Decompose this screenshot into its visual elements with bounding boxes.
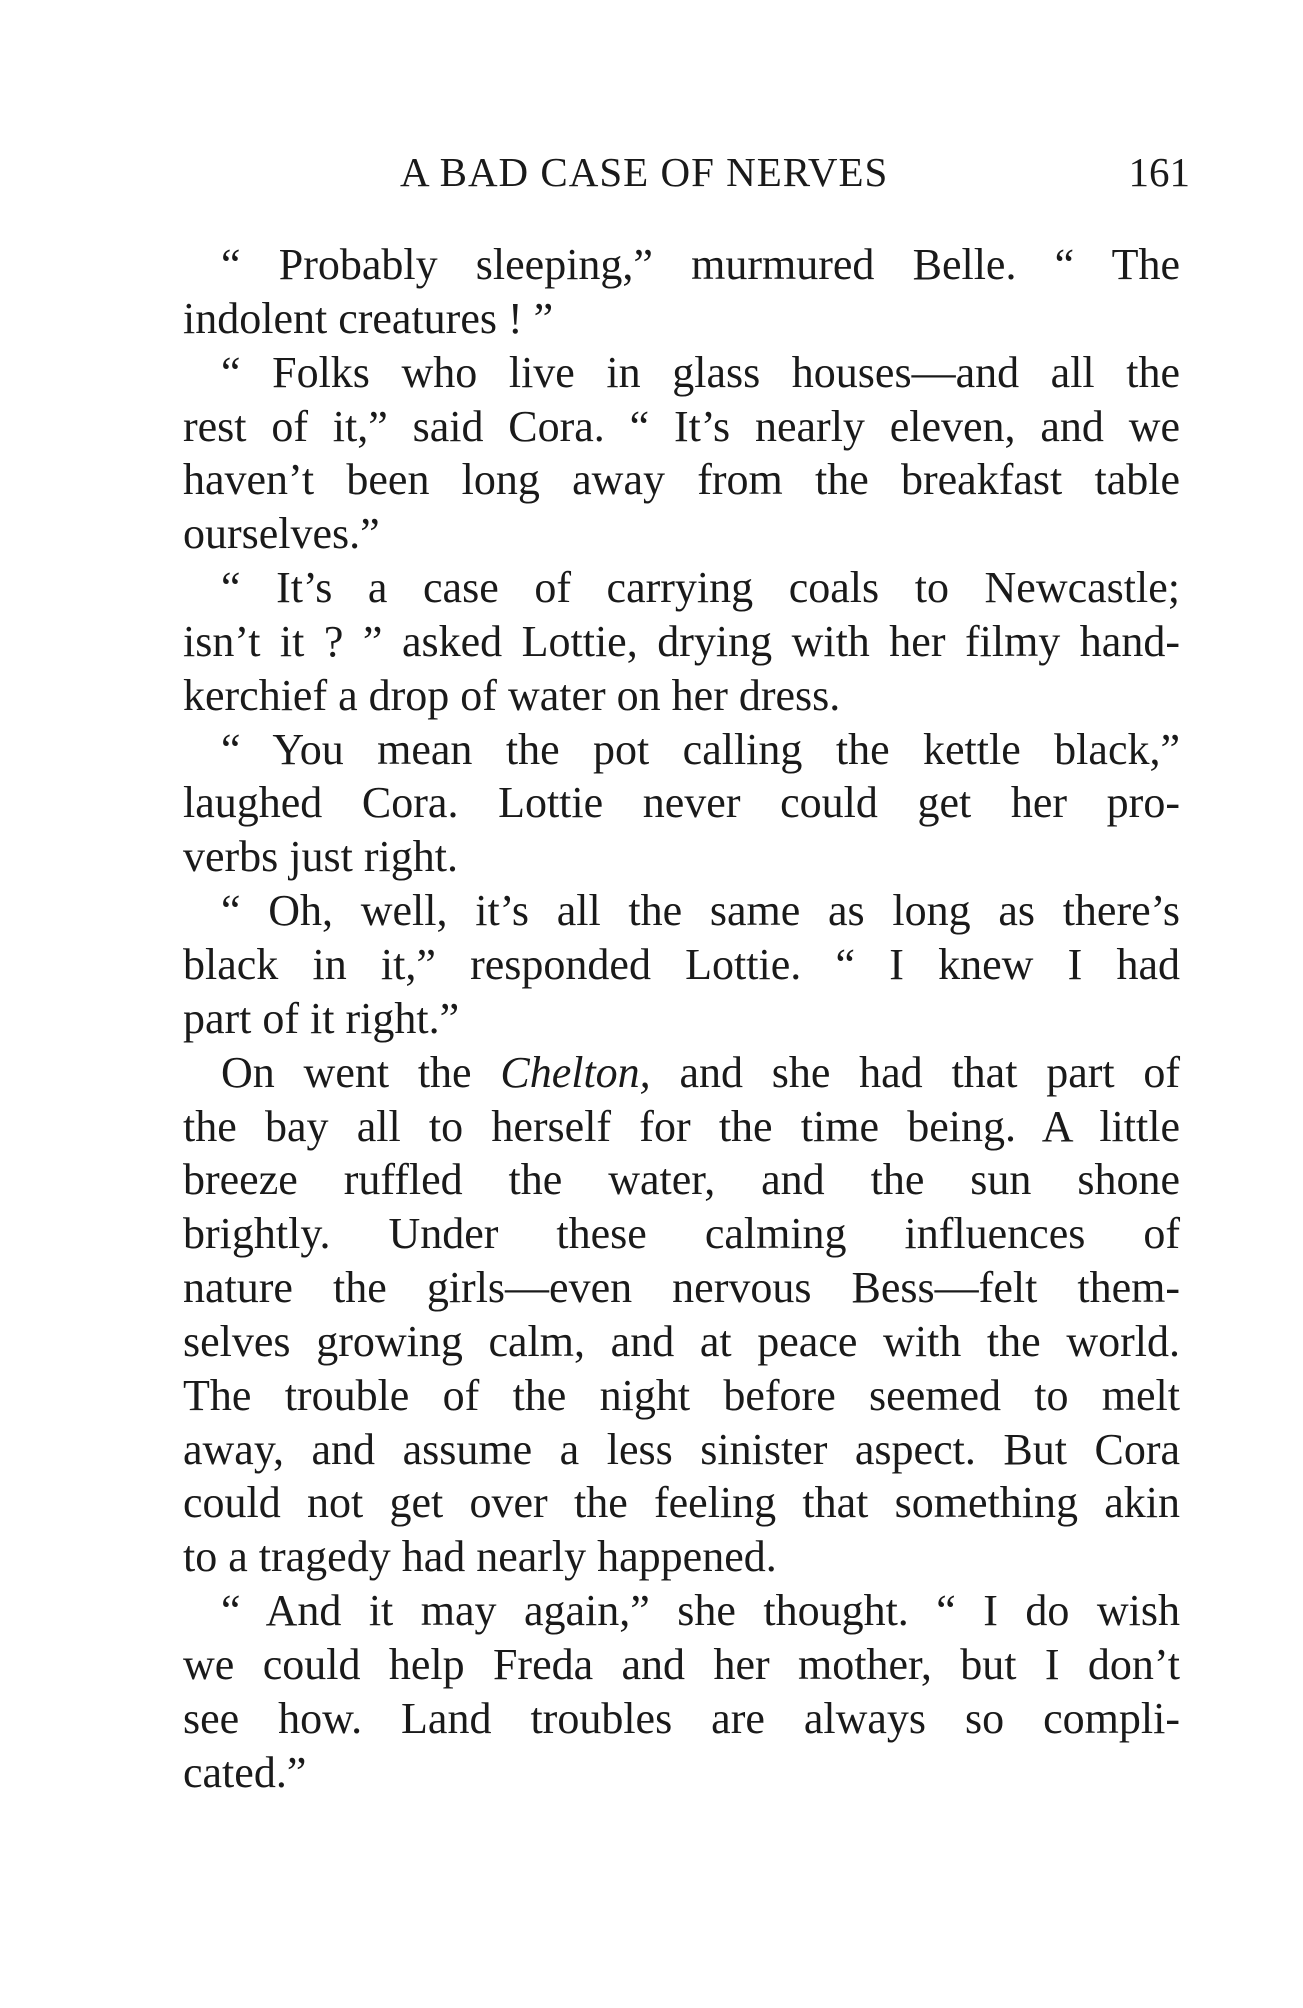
text-line: “ Probably sleeping,” murmured Belle. “ The bbox=[221, 240, 1180, 289]
text-line: ourselves.” bbox=[183, 509, 380, 559]
text-line: to a tragedy had nearly happened. bbox=[183, 1532, 777, 1582]
text-line: kerchief a drop of water on her dress. bbox=[183, 670, 841, 720]
text-line: black in it,” responded Lottie. “ I knew I had bbox=[183, 939, 1180, 989]
text-line: “ Oh, well, it’s all the same as long as there’s bbox=[221, 886, 1180, 936]
text-line: could not get over the feeling that something akin bbox=[183, 1478, 1180, 1528]
text-line: away, and assume a less sinister aspect. But Cora bbox=[183, 1424, 1180, 1474]
text-line: isn’t it ? ” asked Lottie, drying with her filmy hand- bbox=[183, 616, 1180, 666]
text-line: rest of it,” said Cora. “ It’s nearly eleven, and we bbox=[183, 401, 1180, 451]
text-line: part of it right.” bbox=[183, 993, 460, 1043]
text-line: verbs just right. bbox=[183, 832, 458, 882]
text-line bbox=[183, 1046, 1180, 1100]
text-line: The trouble of the night before seemed to melt bbox=[183, 1370, 1180, 1420]
text-line: selves growing calm, and at peace with the world. bbox=[183, 1316, 1180, 1366]
running-head: A BAD CASE OF NERVES bbox=[400, 149, 889, 195]
text-fragment: On went the bbox=[221, 1047, 501, 1097]
text-line: “ And it may again,” she thought. “ I do wish bbox=[221, 1586, 1180, 1636]
page-number: 161 bbox=[1128, 149, 1190, 195]
text-line: cated.” bbox=[183, 1747, 307, 1797]
ship-name: Chelton, bbox=[500, 1047, 651, 1097]
text-line: laughed Cora. Lottie never could get her pro- bbox=[183, 778, 1180, 828]
page-header bbox=[400, 148, 1190, 198]
text-line: brightly. Under these calming influences of bbox=[183, 1209, 1180, 1259]
text-line: nature the girls—even nervous Bess—felt them- bbox=[183, 1263, 1180, 1313]
text-line: “ You mean the pot calling the kettle black,” bbox=[221, 724, 1180, 774]
body-text bbox=[183, 238, 1180, 1799]
text-line: we could help Freda and her mother, but I don’t bbox=[183, 1639, 1180, 1689]
text-line: see how. Land troubles are always so compli- bbox=[183, 1693, 1180, 1743]
text-line: “ Folks who live in glass houses—and all the bbox=[221, 347, 1180, 397]
text-line: indolent creatures ! ” bbox=[183, 293, 554, 343]
text-line: the bay all to herself for the time being. A little bbox=[183, 1101, 1180, 1151]
text-line: haven’t been long away from the breakfast table bbox=[183, 455, 1180, 505]
text-line: breeze ruffled the water, and the sun shone bbox=[183, 1155, 1180, 1205]
text-line: “ It’s a case of carrying coals to Newcastle; bbox=[221, 563, 1180, 613]
text-fragment: and she had that part of bbox=[650, 1047, 1181, 1097]
